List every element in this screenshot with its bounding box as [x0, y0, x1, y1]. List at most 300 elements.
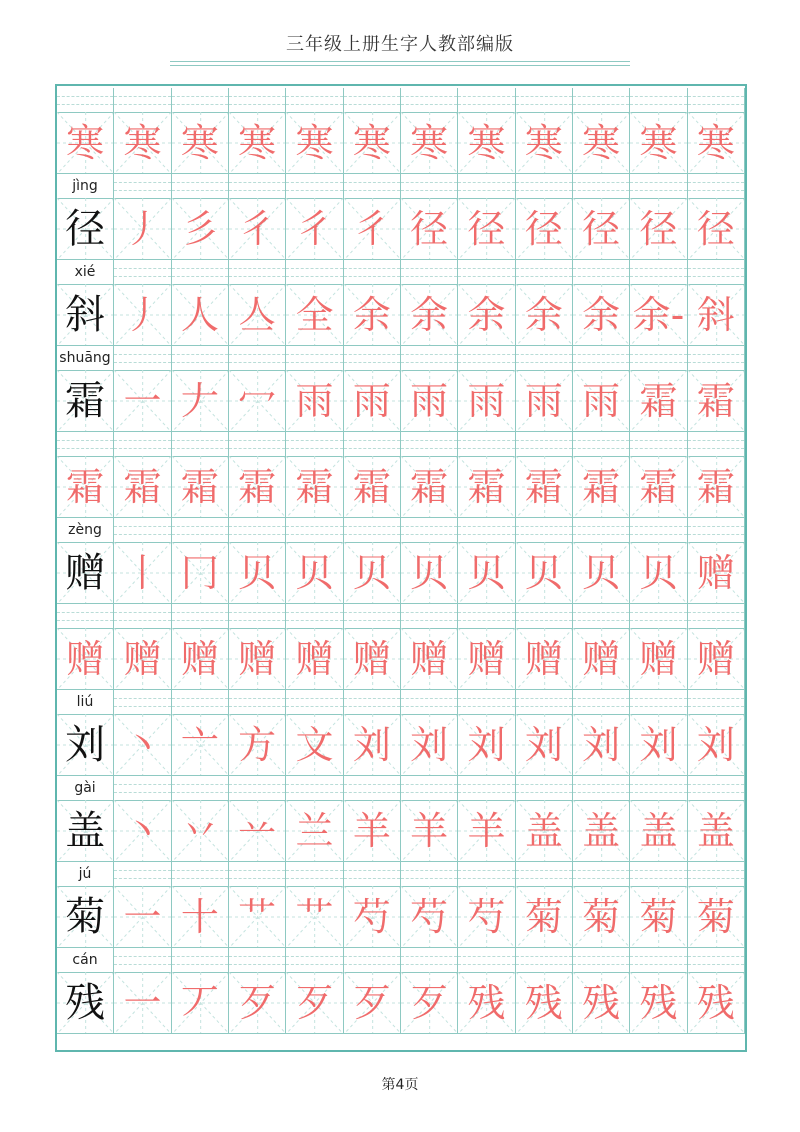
- pinyin-cell: [229, 948, 286, 972]
- trace-character: 歹: [352, 981, 391, 1025]
- pinyin-cell: [458, 604, 515, 628]
- trace-character-cell: [114, 370, 171, 432]
- trace-character: 羊: [467, 809, 506, 853]
- pinyin-cell: [344, 260, 401, 284]
- trace-character-cell: [229, 112, 286, 174]
- trace-character-cell: [114, 198, 171, 260]
- trace-character: 贝: [639, 551, 678, 595]
- trace-character-cell: [516, 886, 573, 948]
- trace-character-cell: [172, 714, 229, 776]
- trace-character: 盖: [582, 809, 621, 853]
- trace-character-cell: [172, 800, 229, 862]
- trace-character: 寒: [180, 121, 219, 165]
- character-strip: [57, 542, 745, 604]
- pinyin-label: cán: [57, 948, 113, 972]
- trace-character-cell: [229, 542, 286, 604]
- pinyin-cell: [286, 690, 343, 714]
- practice-row: [57, 518, 745, 604]
- trace-character: 一: [123, 379, 162, 423]
- pinyin-cell: [114, 948, 171, 972]
- trace-character-cell: [114, 542, 171, 604]
- trace-character-cell: [516, 456, 573, 518]
- pinyin-cell: [172, 88, 229, 112]
- trace-character-cell: [516, 628, 573, 690]
- pinyin-cell: [286, 432, 343, 456]
- trace-character-cell: [114, 284, 171, 346]
- pinyin-cell: [344, 88, 401, 112]
- trace-character: 余: [410, 293, 449, 337]
- trace-character-cell: [573, 456, 630, 518]
- pinyin-cell: [344, 776, 401, 800]
- pinyin-cell: [172, 346, 229, 370]
- character-strip: [57, 456, 745, 518]
- trace-character: 芍: [467, 895, 506, 939]
- pinyin-cell: [401, 690, 458, 714]
- trace-character: 盖: [696, 809, 735, 853]
- trace-character: 全: [295, 293, 334, 337]
- pinyin-strip: [57, 432, 745, 456]
- trace-character-cell: [172, 284, 229, 346]
- pinyin-strip: [57, 174, 745, 198]
- model-character-cell: [57, 284, 114, 346]
- trace-character-cell: [573, 972, 630, 1034]
- model-character: 残: [65, 980, 106, 1026]
- trace-character: 寒: [295, 121, 334, 165]
- pinyin-cell: [229, 862, 286, 886]
- pinyin-cell: [516, 518, 573, 542]
- pinyin-strip: [57, 604, 745, 628]
- trace-character: 歹: [410, 981, 449, 1025]
- pinyin-cell: [458, 776, 515, 800]
- trace-character: 刘: [582, 723, 621, 767]
- trace-character: 艹: [238, 895, 277, 939]
- practice-row: [57, 862, 745, 948]
- pinyin-cell: [458, 432, 515, 456]
- pinyin-cell: [286, 346, 343, 370]
- trace-character: 丨: [123, 551, 162, 595]
- trace-character: 残: [696, 981, 735, 1025]
- trace-character: 霜: [352, 465, 391, 509]
- pinyin-cell: [286, 260, 343, 284]
- trace-character-cell: [630, 284, 687, 346]
- trace-character: 赠: [238, 637, 277, 681]
- character-strip: [57, 972, 745, 1034]
- trace-character: 𠂇: [180, 379, 219, 423]
- trace-character: 丿: [123, 293, 162, 337]
- trace-character: 刘: [696, 723, 735, 767]
- trace-character-cell: [344, 714, 401, 776]
- trace-character: 丿: [123, 207, 162, 251]
- trace-character: 人: [180, 293, 219, 337]
- trace-character-cell: [688, 886, 745, 948]
- model-character: 刘: [65, 722, 106, 768]
- pinyin-label: shuāng: [57, 346, 113, 370]
- pinyin-cell: [688, 346, 745, 370]
- trace-character: 寒: [123, 121, 162, 165]
- character-strip: [57, 800, 745, 862]
- pinyin-cell: [286, 776, 343, 800]
- trace-character-cell: [630, 886, 687, 948]
- trace-character: 雨: [524, 379, 563, 423]
- trace-character: 贝: [524, 551, 563, 595]
- pinyin-cell: [172, 518, 229, 542]
- trace-character: 赠: [582, 637, 621, 681]
- trace-character-cell: [688, 972, 745, 1034]
- trace-character-cell: [344, 542, 401, 604]
- pinyin-cell: [172, 432, 229, 456]
- model-character-cell: [57, 972, 114, 1034]
- pinyin-cell: [344, 432, 401, 456]
- pinyin-cell: [516, 432, 573, 456]
- pinyin-strip: [57, 518, 745, 542]
- pinyin-cell: [630, 776, 687, 800]
- trace-character: 赠: [467, 637, 506, 681]
- trace-character-cell: [401, 628, 458, 690]
- trace-character: 芍: [352, 895, 391, 939]
- pinyin-cell: [401, 88, 458, 112]
- trace-character-cell: [630, 714, 687, 776]
- trace-character: 寒: [524, 121, 563, 165]
- trace-character: 霜: [238, 465, 277, 509]
- pinyin-strip: [57, 776, 745, 800]
- trace-character: 霜: [639, 379, 678, 423]
- pinyin-cell: [630, 346, 687, 370]
- trace-character: 丶: [123, 809, 162, 853]
- trace-character: 霜: [696, 465, 735, 509]
- trace-character-cell: [172, 198, 229, 260]
- pinyin-cell: [229, 88, 286, 112]
- trace-character-cell: [458, 714, 515, 776]
- trace-character: 贝: [467, 551, 506, 595]
- model-character: 菊: [65, 894, 106, 940]
- pinyin-cell: [516, 88, 573, 112]
- pinyin-cell: [172, 604, 229, 628]
- trace-character: 刘: [524, 723, 563, 767]
- pinyin-cell: [688, 88, 745, 112]
- pinyin-cell: [573, 690, 630, 714]
- pinyin-cell: [516, 260, 573, 284]
- trace-character: 丆: [180, 981, 219, 1025]
- page-title: 三年级上册生字人教部编版: [286, 34, 514, 55]
- trace-character: 菊: [524, 895, 563, 939]
- trace-character-cell: [344, 800, 401, 862]
- trace-character-cell: [458, 886, 515, 948]
- pinyin-cell: [630, 174, 687, 198]
- trace-character-cell: [458, 198, 515, 260]
- character-strip: [57, 628, 745, 690]
- pinyin-cell: [688, 260, 745, 284]
- trace-character: 一: [123, 895, 162, 939]
- trace-character-cell: [573, 628, 630, 690]
- pinyin-cell: [344, 690, 401, 714]
- trace-character: 寒: [639, 121, 678, 165]
- trace-character: 径: [582, 207, 621, 251]
- trace-character-cell: [401, 800, 458, 862]
- practice-row: [57, 690, 745, 776]
- pinyin-cell: [401, 776, 458, 800]
- trace-character: 刘: [467, 723, 506, 767]
- trace-character-cell: [229, 714, 286, 776]
- character-strip: [57, 714, 745, 776]
- trace-character: 霜: [410, 465, 449, 509]
- pinyin-cell: [516, 346, 573, 370]
- pinyin-cell: [401, 174, 458, 198]
- trace-character: 兰: [295, 809, 334, 853]
- trace-character-cell: [573, 800, 630, 862]
- trace-character: 羊: [352, 809, 391, 853]
- model-character: 赠: [65, 550, 106, 596]
- pinyin-cell: [458, 690, 515, 714]
- model-character-cell: [57, 112, 114, 174]
- trace-character: 余: [524, 293, 563, 337]
- trace-character-cell: [573, 284, 630, 346]
- trace-character-cell: [344, 628, 401, 690]
- trace-character-cell: [114, 800, 171, 862]
- trace-character-cell: [172, 886, 229, 948]
- trace-character: 径: [467, 207, 506, 251]
- pinyin-label: zèng: [57, 518, 113, 542]
- trace-character-cell: [630, 972, 687, 1034]
- trace-character-cell: [344, 886, 401, 948]
- practice-row: [57, 432, 745, 518]
- trace-character-cell: [516, 112, 573, 174]
- trace-character: 贝: [295, 551, 334, 595]
- pinyin-cell: [573, 518, 630, 542]
- pinyin-strip: [57, 346, 745, 370]
- trace-character: 菊: [696, 895, 735, 939]
- pinyin-cell: [344, 174, 401, 198]
- pinyin-cell: [458, 174, 515, 198]
- pinyin-cell: [516, 690, 573, 714]
- trace-character-cell: [573, 370, 630, 432]
- trace-character-cell: [573, 886, 630, 948]
- pinyin-cell: [286, 604, 343, 628]
- pinyin-cell: [286, 88, 343, 112]
- trace-character: 寒: [410, 121, 449, 165]
- pinyin-cell: [516, 948, 573, 972]
- trace-character: 亼: [238, 293, 277, 337]
- trace-character: 丶: [123, 723, 162, 767]
- pinyin-label: jú: [57, 862, 113, 886]
- trace-character: 彳: [238, 207, 277, 251]
- trace-character: 雨: [582, 379, 621, 423]
- title-underline-2: [170, 65, 630, 66]
- trace-character-cell: [229, 370, 286, 432]
- trace-character: 残: [524, 981, 563, 1025]
- trace-character-cell: [344, 284, 401, 346]
- trace-character: 赠: [352, 637, 391, 681]
- pinyin-cell: [114, 518, 171, 542]
- model-character-cell: [57, 456, 114, 518]
- pinyin-cell: [516, 174, 573, 198]
- trace-character-cell: [688, 714, 745, 776]
- pinyin-cell: [573, 432, 630, 456]
- trace-character: 赠: [696, 551, 735, 595]
- trace-character: 残: [467, 981, 506, 1025]
- trace-character-cell: [172, 972, 229, 1034]
- trace-character: 赠: [295, 637, 334, 681]
- trace-character-cell: [286, 714, 343, 776]
- trace-character: 雨: [295, 379, 334, 423]
- trace-character: 菊: [582, 895, 621, 939]
- trace-character-cell: [172, 628, 229, 690]
- pinyin-cell: [172, 948, 229, 972]
- trace-character: 羊: [410, 809, 449, 853]
- trace-character: 贝: [352, 551, 391, 595]
- pinyin-cell: [57, 604, 114, 628]
- pinyin-cell: [286, 948, 343, 972]
- pinyin-cell: [229, 518, 286, 542]
- pinyin-cell: [229, 260, 286, 284]
- pinyin-cell: [573, 776, 630, 800]
- trace-character-cell: [286, 456, 343, 518]
- character-strip: [57, 112, 745, 174]
- pinyin-cell: [344, 604, 401, 628]
- model-character-cell: [57, 714, 114, 776]
- trace-character: 寒: [582, 121, 621, 165]
- pinyin-cell: [630, 862, 687, 886]
- trace-character: 雨: [352, 379, 391, 423]
- trace-character: 霜: [524, 465, 563, 509]
- character-strip: [57, 886, 745, 948]
- practice-row: [57, 260, 745, 346]
- trace-character: 寒: [467, 121, 506, 165]
- trace-character-cell: [344, 456, 401, 518]
- trace-character-cell: [229, 886, 286, 948]
- trace-character: 丷: [180, 809, 219, 853]
- pinyin-cell: [573, 174, 630, 198]
- trace-character: 彳: [295, 207, 334, 251]
- pinyin-cell: [114, 88, 171, 112]
- pinyin-label: liú: [57, 690, 113, 714]
- trace-character: 径: [410, 207, 449, 251]
- trace-character-cell: [401, 714, 458, 776]
- trace-character-cell: [286, 198, 343, 260]
- model-character-cell: [57, 370, 114, 432]
- trace-character-cell: [688, 628, 745, 690]
- trace-character-cell: [114, 112, 171, 174]
- pinyin-cell: [114, 862, 171, 886]
- pinyin-cell: [401, 260, 458, 284]
- model-character-cell: [57, 886, 114, 948]
- trace-character-cell: [344, 112, 401, 174]
- pinyin-cell: [688, 862, 745, 886]
- pinyin-cell: [114, 346, 171, 370]
- trace-character: 刘: [352, 723, 391, 767]
- trace-character-cell: [401, 972, 458, 1034]
- trace-character: 霜: [639, 465, 678, 509]
- pinyin-cell: [172, 174, 229, 198]
- pinyin-cell: [401, 604, 458, 628]
- pinyin-cell: [172, 690, 229, 714]
- trace-character-cell: [229, 800, 286, 862]
- trace-character: 冂: [180, 551, 219, 595]
- trace-character-cell: [688, 284, 745, 346]
- pinyin-cell: [172, 862, 229, 886]
- trace-character-cell: [286, 370, 343, 432]
- trace-character-cell: [344, 198, 401, 260]
- trace-character-cell: [630, 542, 687, 604]
- pinyin-strip: [57, 948, 745, 972]
- trace-character-cell: [516, 714, 573, 776]
- trace-character-cell: [286, 542, 343, 604]
- trace-character-cell: [172, 456, 229, 518]
- model-character: 斜: [65, 292, 106, 338]
- trace-character-cell: [114, 714, 171, 776]
- pinyin-cell: [229, 174, 286, 198]
- pinyin-cell: [516, 862, 573, 886]
- model-character-cell: [57, 628, 114, 690]
- trace-character: 余: [582, 293, 621, 337]
- trace-character-cell: [401, 284, 458, 346]
- pinyin-cell: [688, 690, 745, 714]
- trace-character-cell: [516, 800, 573, 862]
- pinyin-cell: [458, 346, 515, 370]
- model-character-cell: [57, 198, 114, 260]
- pinyin-cell: [630, 518, 687, 542]
- trace-character: 菊: [639, 895, 678, 939]
- trace-character-cell: [286, 972, 343, 1034]
- pinyin-cell: [57, 432, 114, 456]
- trace-character: 贝: [582, 551, 621, 595]
- trace-character-cell: [630, 456, 687, 518]
- trace-character-cell: [401, 456, 458, 518]
- trace-character: 余: [467, 293, 506, 337]
- trace-character-cell: [630, 800, 687, 862]
- pinyin-cell: [630, 948, 687, 972]
- title-underline: [170, 61, 630, 62]
- pinyin-cell: [401, 432, 458, 456]
- trace-character-cell: [516, 972, 573, 1034]
- pinyin-cell: [344, 346, 401, 370]
- trace-character: 赠: [410, 637, 449, 681]
- trace-character: 霜: [180, 465, 219, 509]
- trace-character: 径: [524, 207, 563, 251]
- trace-character: 霜: [696, 379, 735, 423]
- pinyin-strip: [57, 88, 745, 112]
- pinyin-cell: [458, 88, 515, 112]
- model-character: 径: [65, 206, 106, 252]
- trace-character-cell: [630, 198, 687, 260]
- trace-character-cell: [401, 370, 458, 432]
- practice-row: [57, 174, 745, 260]
- pinyin-cell: [688, 948, 745, 972]
- trace-character: 彡: [180, 207, 219, 251]
- pinyin-cell: [688, 604, 745, 628]
- pinyin-cell: [57, 88, 114, 112]
- model-character: 盖: [65, 808, 106, 854]
- practice-row: [57, 346, 745, 432]
- trace-character: 寒: [238, 121, 277, 165]
- pinyin-cell: [573, 260, 630, 284]
- pinyin-cell: [458, 260, 515, 284]
- pinyin-cell: [114, 432, 171, 456]
- trace-character-cell: [688, 800, 745, 862]
- trace-character: 赠: [180, 637, 219, 681]
- pinyin-cell: [401, 346, 458, 370]
- pinyin-cell: [688, 174, 745, 198]
- trace-character: 寒: [66, 121, 105, 165]
- pinyin-cell: [172, 776, 229, 800]
- pinyin-cell: [344, 948, 401, 972]
- trace-character-cell: [401, 112, 458, 174]
- trace-character-cell: [573, 198, 630, 260]
- trace-character: 方: [238, 723, 277, 767]
- practice-grid: [55, 84, 747, 1052]
- trace-character: 寒: [352, 121, 391, 165]
- pinyin-cell: [229, 346, 286, 370]
- practice-row: [57, 948, 745, 1034]
